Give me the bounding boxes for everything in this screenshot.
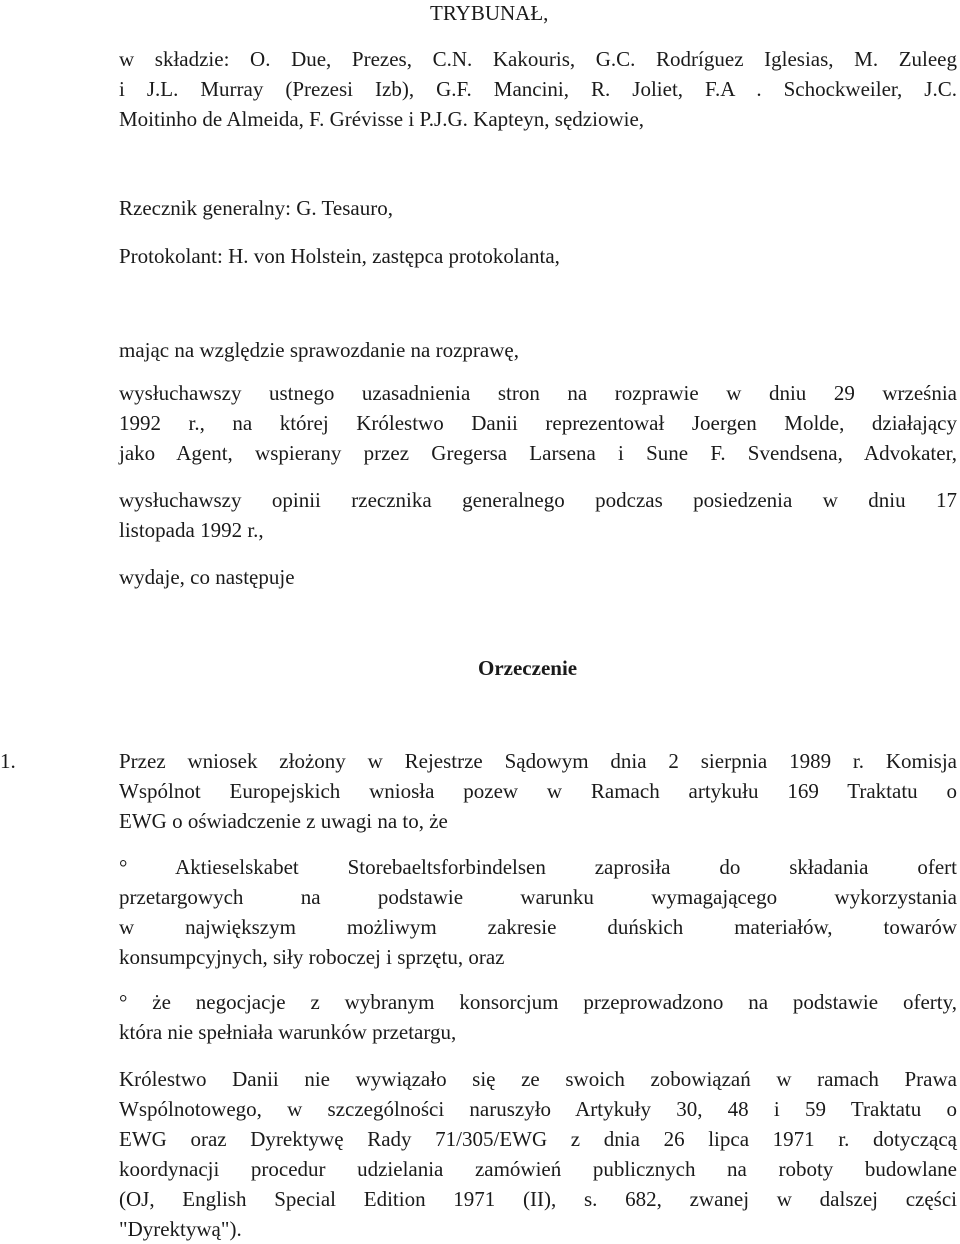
ruling-para1-line: EWG o oświadczenie z uwagi na to, że bbox=[119, 809, 448, 833]
conclusion-line: Wspólnotowego, w szczególności naruszyło Artykuły 30, 48 i 59 Traktatu o bbox=[119, 1097, 957, 1121]
bullet2-line: ° że negocjacje z wybranym konsorcjum przeprowadzono na podstawie oferty, bbox=[119, 990, 957, 1014]
conclusion-line: koordynacji procedur udzielania zamówień publicznych na roboty budowlane bbox=[119, 1157, 957, 1181]
bullet1-line: w największym możliwym zakresie duńskich materiałów, towarów bbox=[119, 915, 957, 939]
bullet2-line: która nie spełniała warunków przetargu, bbox=[119, 1020, 457, 1044]
conclusion-line: (OJ, English Special Edition 1971 (II), s. 682, zwanej w dalszej części bbox=[119, 1187, 957, 1211]
composition-line: w składzie: O. Due, Prezes, C.N. Kakouris, G.C. Rodríguez Iglesias, M. Zuleeg bbox=[119, 47, 957, 71]
composition-line: i J.L. Murray (Prezesi Izb), G.F. Mancini, R. Joliet, F.A . Schockweiler, J.C. bbox=[119, 77, 957, 101]
conclusion-line: "Dyrektywą"). bbox=[119, 1217, 242, 1241]
ruling-heading: Orzeczenie bbox=[478, 656, 578, 680]
recital-opinion-line: listopada 1992 r., bbox=[119, 518, 264, 542]
bullet1-line: ° Aktieselskabet Storebaeltsforbindelsen zaprosiła do składania ofert bbox=[119, 855, 957, 879]
conclusion-line: Królestwo Danii nie wywiązało się ze swoich zobowiązań w ramach Prawa bbox=[119, 1067, 957, 1091]
conclusion-line: EWG oraz Dyrektywę Rady 71/305/EWG z dnia 26 lipca 1971 r. dotyczącą bbox=[119, 1127, 957, 1151]
recital-hearing-line: wysłuchawszy ustnego uzasadnienia stron na rozprawie w dniu 29 września bbox=[119, 381, 957, 405]
bullet1-line: konsumpcyjnych, siły roboczej i sprzętu, oraz bbox=[119, 945, 505, 969]
ruling-para1-line: Przez wniosek złożony w Rejestrze Sądowym dnia 2 sierpnia 1989 r. Komisja bbox=[119, 749, 957, 773]
recital-hearing-line: jako Agent, wspierany przez Gregersa Larsena i Sune F. Svendsena, Advokater, bbox=[119, 441, 957, 465]
paragraph-number: 1. bbox=[0, 749, 16, 773]
delivers-statement: wydaje, co następuje bbox=[119, 565, 295, 589]
advocate-general: Rzecznik generalny: G. Tesauro, bbox=[119, 196, 393, 220]
bullet1-line: przetargowych na podstawie warunku wymagającego wykorzystania bbox=[119, 885, 957, 909]
recital-hearing-line: 1992 r., na której Królestwo Danii reprezentował Joergen Molde, działający bbox=[119, 411, 957, 435]
registrar: Protokolant: H. von Holstein, zastępca protokolanta, bbox=[119, 244, 560, 268]
ruling-para1-line: Wspólnot Europejskich wniosła pozew w Ramach artykułu 169 Traktatu o bbox=[119, 779, 957, 803]
recital-opinion-line: wysłuchawszy opinii rzecznika generalnego podczas posiedzenia w dniu 17 bbox=[119, 488, 957, 512]
court-title: TRYBUNAŁ, bbox=[430, 1, 549, 25]
recital-report: mając na względzie sprawozdanie na rozprawę, bbox=[119, 338, 519, 362]
composition-line: Moitinho de Almeida, F. Grévisse i P.J.G. Kapteyn, sędziowie, bbox=[119, 107, 645, 131]
